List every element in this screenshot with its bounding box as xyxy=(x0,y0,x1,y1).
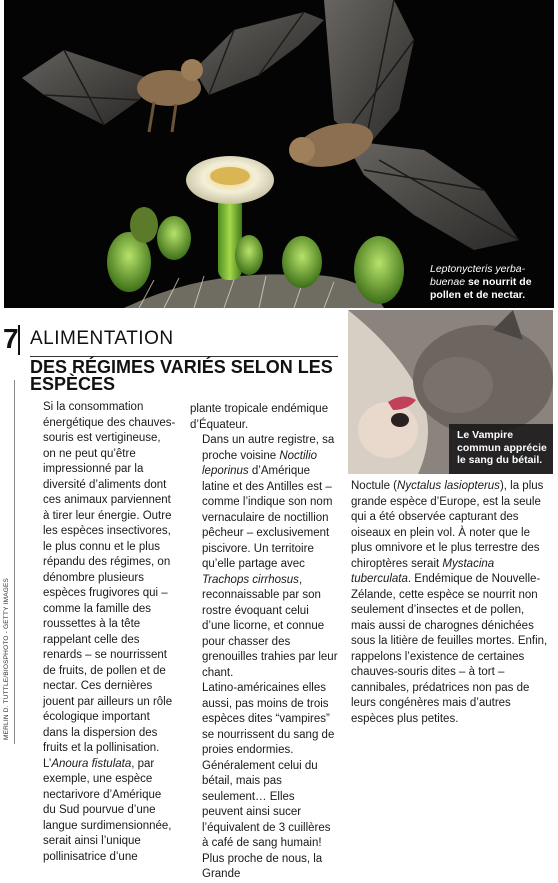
col2-p2-start: Dans un autre registre, sa proche voisine xyxy=(202,434,335,462)
col2-p2-species-2: Trachops cirrhosus xyxy=(202,573,299,586)
col2-p2-end: , reconnaissable par son rostre évoquant celui d’une licorne, et connue pour chasser des grenouilles trahies par leur chant. xyxy=(202,573,338,679)
col3-paragraph-1 xyxy=(351,479,551,727)
col1-p2-start: L’ xyxy=(43,757,52,770)
credit-rule xyxy=(14,380,15,744)
col2-p2-mid: d’Amérique latine et des Antilles est – comme l’indique son nom vernaculaire de noctillion pêcheur – exclusivement piscivore. Un territoire qu’elle partage avec xyxy=(202,465,333,570)
col2-paragraph-2 xyxy=(190,433,338,681)
bats-cactus-illustration xyxy=(4,0,554,308)
column-1 xyxy=(31,400,176,865)
col2-p2-species: Noctilio leporinus xyxy=(202,449,318,477)
hero-caption-text: se nourrit de pollen et de nectar. xyxy=(430,276,532,301)
section-number: 7 xyxy=(3,323,18,354)
col3-p1-end: . Endémique de Nouvelle-Zélande, cette espèce se nourrit non seulement d’insectes et de pollen, mais aussi de charognes dénichées sous la litière de feuilles mortes. Enfin, rappelons l’existence de certaines chauves-souris dites – à tort – cannibales, prédatrices non pas de leurs congénères mais d’autres espèces plus petites. xyxy=(351,573,548,725)
column-3 xyxy=(351,479,551,727)
section-divider xyxy=(18,325,20,355)
col1-p2-rest: , par exemple, une espèce nectarivore d’Amérique du Sud pourvue d’une langue surdimensionnée, serait ainsi l’unique pollinisatrice d’une xyxy=(43,757,172,863)
photo-credit: MERLIN D. TUTTLE/BIOSPHOTO - GETTY IMAGES xyxy=(3,577,10,740)
col1-p2-species: Anoura fistulata xyxy=(51,757,132,770)
col1-paragraph-2 xyxy=(31,757,176,866)
vampire-caption: Le Vampire commun apprécie le sang du bétail. xyxy=(449,424,553,474)
col3-p1-start: Noctule ( xyxy=(351,480,398,492)
col3-p1-species-2: Mystacina tuberculata xyxy=(351,557,495,585)
hero-photo xyxy=(4,0,554,308)
vampire-photo xyxy=(348,310,553,474)
col3-p1-mid: ), la plus grande espèce d’Europe, est la seule qui a été observée capturant des oiseaux en plein vol. À noter que le plus omnivore et le plus terrestre des chiroptères serait xyxy=(351,480,544,570)
column-2 xyxy=(190,402,338,883)
hero-caption xyxy=(430,263,542,302)
col3-p1-species: Nyctalus lasiopterus xyxy=(397,480,500,492)
hero-caption-species: Leptonycteris yerba-buenae xyxy=(430,263,526,288)
col2-paragraph-1: plante tropicale endémique d’Équateur. xyxy=(190,403,329,431)
headline: DES RÉGIMES VARIÉS SELON LES ESPÈCES xyxy=(30,357,333,394)
col2-paragraph-3: Latino-américaines elles aussi, pas moins de trois espèces dites “vampires” se nourrissent du sang de proies endormies. Généralement celui du bétail, mais pas seulement… Elles peuvent ainsi sucer l’équivalent de 3 cuillères à café de sang humain! Plus proche de nous, la Grande xyxy=(202,682,335,880)
col1-paragraph-1: Si la consommation énergétique des chauves-souris est vertigineuse, on ne peut qu’être impressionné par la diversité d’aliments dont ces animaux parviennent à tirer leur énergie. Outre les espèces insectivores, le plus connu et le plus répandu des régimes, on dénombre plusieurs espèces frugivores qui – comme la famille des roussettes à la tête rappelant celle des renards – se nourrissent de fruits, de pollen et de nectar. Ces dernières jouent par ailleurs un rôle écologique important dans la dispersion des fruits et la pollinisation. xyxy=(43,401,176,754)
section-title: ALIMENTATION xyxy=(30,328,174,349)
